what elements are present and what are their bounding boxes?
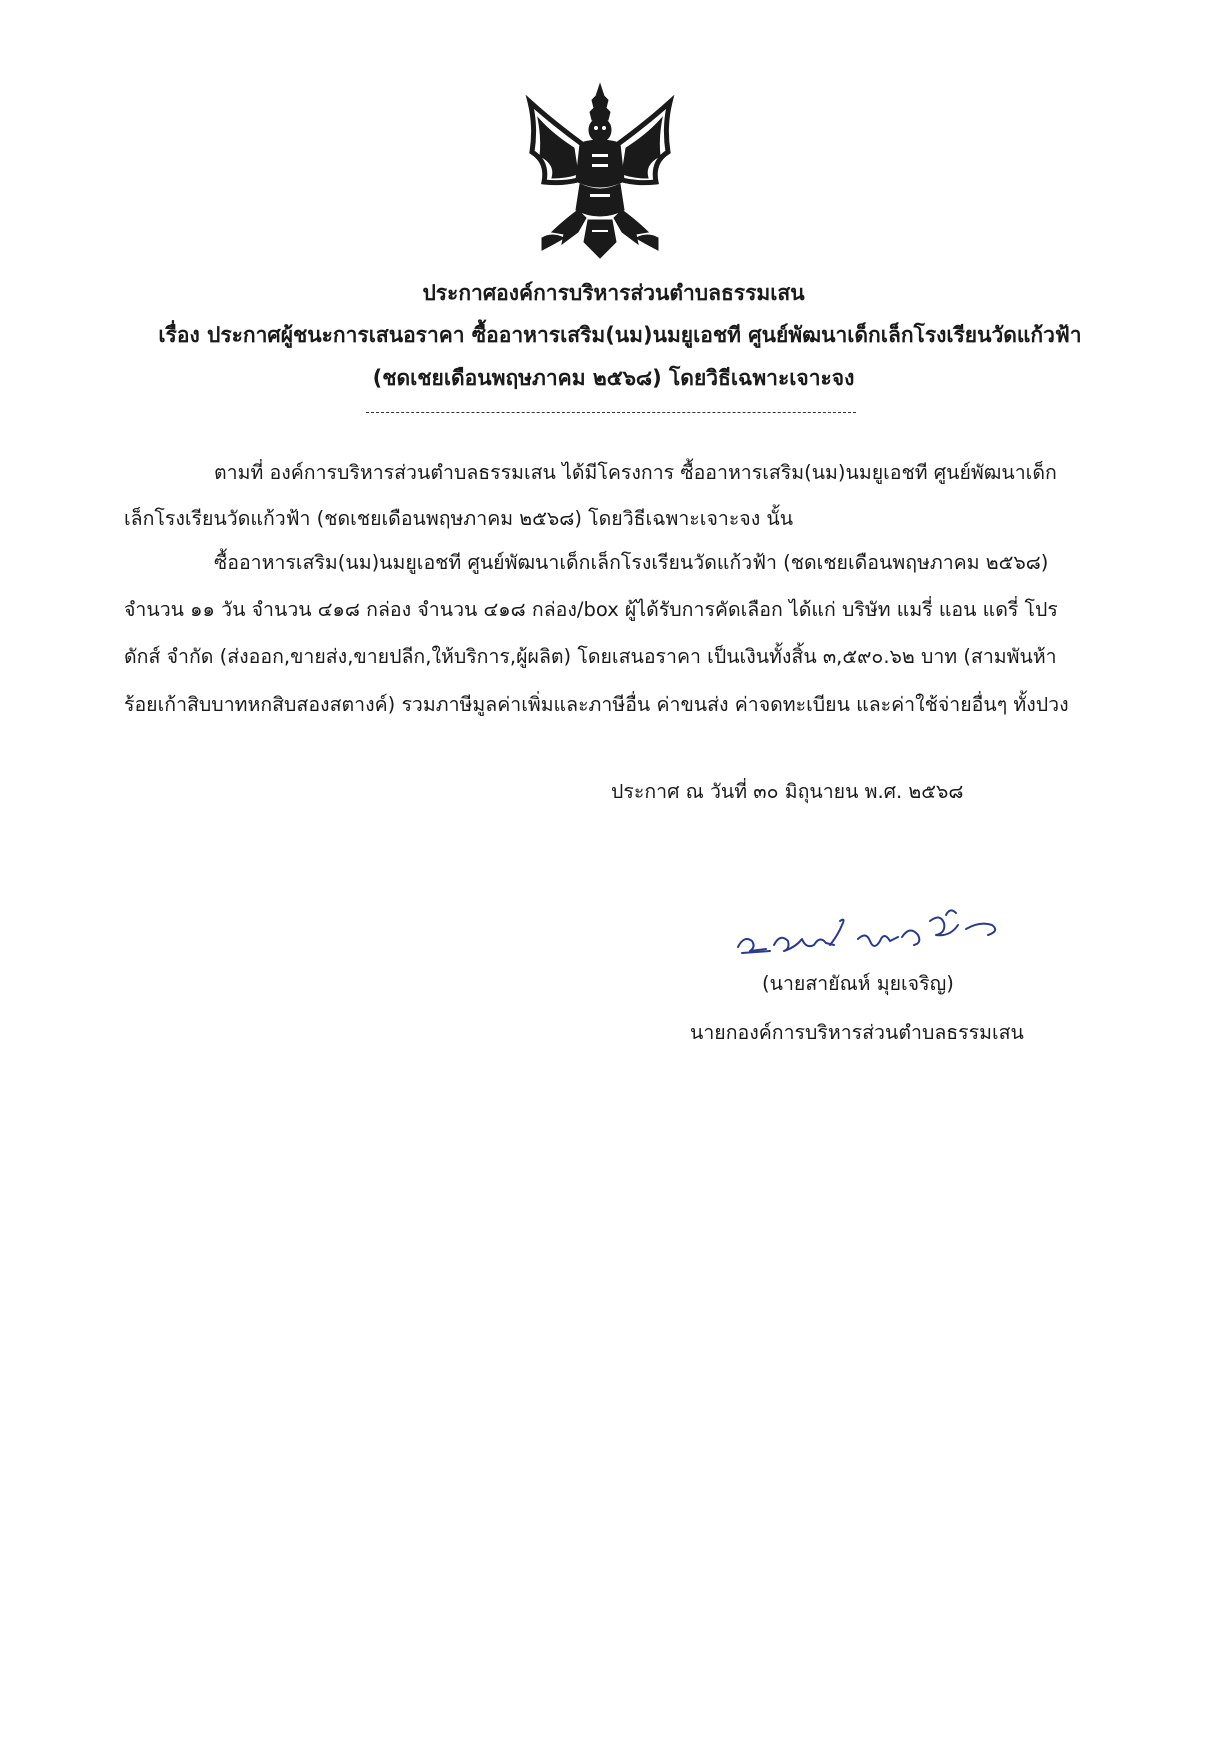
announcement-subject-cont: (ชดเชยเดือนพฤษภาคม ๒๕๖๘) โดยวิธีเฉพาะเจาะจง: [372, 366, 855, 390]
body-paragraph-line: ดักส์ จำกัด (ส่งออก,ขายส่ง,ขายปลีก,ให้บริการ,ผู้ผลิต) โดยเสนอราคา เป็นเงินทั้งสิ้น ๓,๕๙๐.๖๒ บาท (สามพันห้า: [124, 645, 1057, 668]
body-paragraph-line: ตามที่ องค์การบริหารส่วนตำบลธรรมเสน ได้มีโครงการ ซื้ออาหารเสริม(นม)นมยูเอชที ศูนย์พัฒนาเด็ก: [214, 461, 1057, 484]
announcement-heading: ประกาศองค์การบริหารส่วนตำบลธรรมเสน: [422, 281, 805, 305]
signer-position: นายกองค์การบริหารส่วนตำบลธรรมเสน: [690, 1021, 1024, 1044]
signer-name: (นายสายัณห์ มุยเจริญ): [762, 972, 954, 995]
dashed-divider: [366, 412, 856, 415]
announcement-date: ประกาศ ณ วันที่ ๓๐ มิถุนายน พ.ศ. ๒๕๖๘: [611, 780, 964, 803]
body-paragraph-line: จำนวน ๑๑ วัน จำนวน ๔๑๘ กล่อง จำนวน ๔๑๘ กล่อง/box ผู้ได้รับการคัดเลือก ได้แก่ บริษัท แมรี่ แอน แดรี่ โปร: [124, 598, 1058, 621]
announcement-subject: เรื่อง ประกาศผู้ชนะการเสนอราคา ซื้ออาหารเสริม(นม)นมยูเอชที ศูนย์พัฒนาเด็กเล็กโรงเรียนวัดแก้วฟ้า: [158, 323, 1082, 347]
body-paragraph-line: เล็กโรงเรียนวัดแก้วฟ้า (ชดเชยเดือนพฤษภาคม ๒๕๖๘) โดยวิธีเฉพาะเจาะจง นั้น: [124, 507, 794, 530]
handwritten-signature: [730, 895, 1030, 965]
body-paragraph-line: ร้อยเก้าสิบบาทหกสิบสองสตางค์) รวมภาษีมูลค่าเพิ่มและภาษีอื่น ค่าขนส่ง ค่าจดทะเบียน และค่าใช้จ่ายอื่นๆ ทั้งปวง: [124, 693, 1069, 716]
garuda-emblem-icon: [522, 82, 678, 260]
body-paragraph-line: ซื้ออาหารเสริม(นม)นมยูเอชที ศูนย์พัฒนาเด็กเล็กโรงเรียนวัดแก้วฟ้า (ชดเชยเดือนพฤษภาคม ๒๕๖๘): [214, 551, 1049, 574]
